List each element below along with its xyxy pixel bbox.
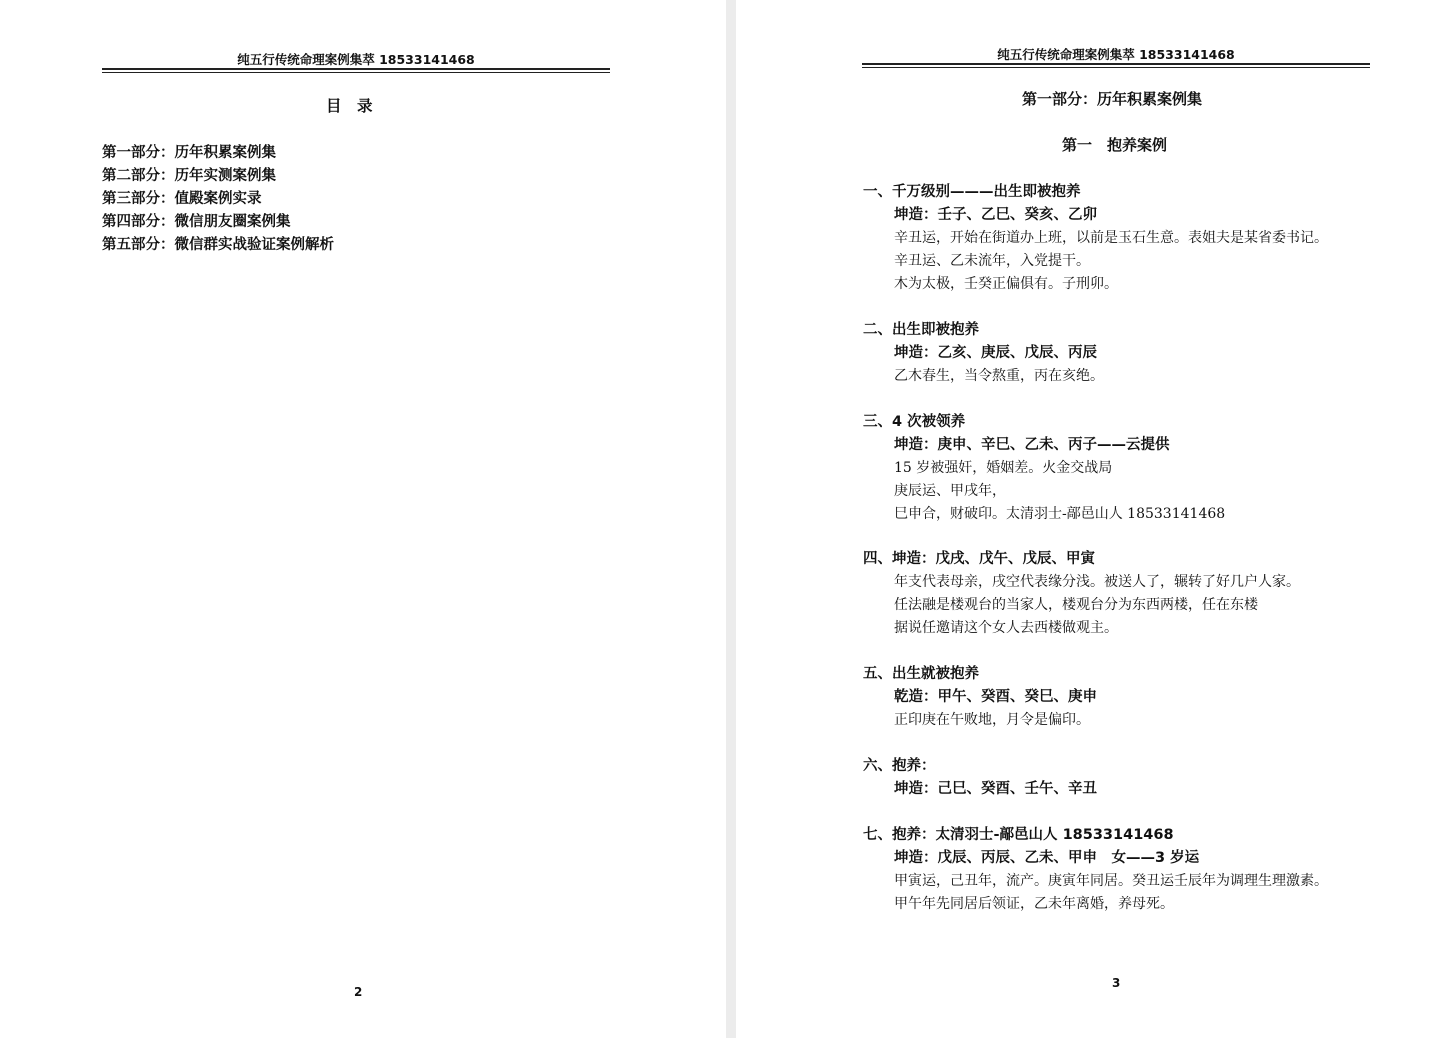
case-title: 五、出生就被抱养: [863, 666, 979, 682]
case-note: 甲寅运，己丑年，流产。庚寅年同居。癸丑运壬辰年为调理生理激素。: [894, 873, 1328, 889]
case-title: 六、抱养：: [863, 758, 936, 774]
toc-title: 目 录: [326, 97, 373, 115]
case-note: 15 岁被强奸，婚姻差。火金交战局: [894, 460, 1113, 476]
toc-item: 第五部分：微信群实战验证案例解析: [102, 237, 334, 253]
case-note: 任法融是楼观台的当家人，楼观台分为东西两楼，任在东楼: [894, 597, 1258, 613]
case-note: 甲午年先同居后领证，乙未年离婚，养母死。: [894, 896, 1174, 912]
header-rule-thin: [102, 72, 610, 73]
header-rule: [862, 63, 1370, 65]
toc-item: 第四部分：微信朋友圈案例集: [102, 214, 291, 230]
page-header: 纯五行传统命理案例集萃 18533141468: [997, 47, 1235, 62]
case-note: 巳申合，财破印。太清羽士-鄗邑山人 18533141468: [894, 506, 1226, 522]
page-header: 纯五行传统命理案例集萃 18533141468: [237, 52, 475, 67]
case-note: 乙木春生，当令熬重，丙在亥绝。: [894, 368, 1104, 384]
case-title: 一、千万级别———出生即被抱养: [863, 184, 1081, 200]
case-note: 辛丑运，开始在街道办上班，以前是玉石生意。表姐夫是某省委书记。: [894, 230, 1328, 246]
case-title: 二、出生即被抱养: [863, 322, 979, 338]
case-title: 四、坤造：戊戌、戊午、戊辰、甲寅: [863, 551, 1095, 567]
case-chart: 坤造：乙亥、庚辰、戊辰、丙辰: [894, 345, 1097, 361]
case-chart: 坤造：戊辰、丙辰、乙未、甲申 女——3 岁运: [894, 850, 1200, 866]
case-note: 木为太极，壬癸正偏俱有。子刑卯。: [894, 276, 1118, 292]
toc-item: 第一部分：历年积累案例集: [102, 145, 276, 161]
case-chart: 乾造：甲午、癸酉、癸巳、庚申: [894, 689, 1097, 705]
case-chart: 坤造：壬子、乙巳、癸亥、乙卯: [894, 207, 1097, 223]
section-title: 第一 抱养案例: [1062, 136, 1168, 154]
toc-item: 第三部分：值殿案例实录: [102, 191, 262, 207]
page-gutter: [726, 0, 736, 1038]
case-note: 据说任邀请这个女人去西楼做观主。: [894, 620, 1118, 636]
case-title: 七、抱养：太清羽士-鄗邑山人 18533141468: [863, 827, 1174, 843]
case-note: 正印庚在午败地，月令是偏印。: [894, 712, 1090, 728]
header-rule-thin: [862, 67, 1370, 68]
case-note: 辛丑运、乙未流年，入党提干。: [894, 253, 1090, 269]
case-chart: 坤造：己巳、癸酉、壬午、辛丑: [894, 781, 1097, 797]
part-title: 第一部分：历年积累案例集: [1022, 90, 1203, 108]
case-chart: 坤造：庚申、辛巳、乙未、丙子——云提供: [894, 437, 1170, 453]
header-rule: [102, 68, 610, 70]
page-number: 3: [1112, 976, 1121, 990]
toc-item: 第二部分：历年实测案例集: [102, 168, 276, 184]
case-title: 三、4 次被领养: [863, 414, 966, 430]
case-note: 庚辰运、甲戌年，: [894, 483, 1006, 499]
page-number: 2: [354, 985, 363, 999]
case-note: 年支代表母亲，戌空代表缘分浅。被送人了，辗转了好几户人家。: [894, 574, 1300, 590]
document-page-right: [736, 0, 1440, 1038]
